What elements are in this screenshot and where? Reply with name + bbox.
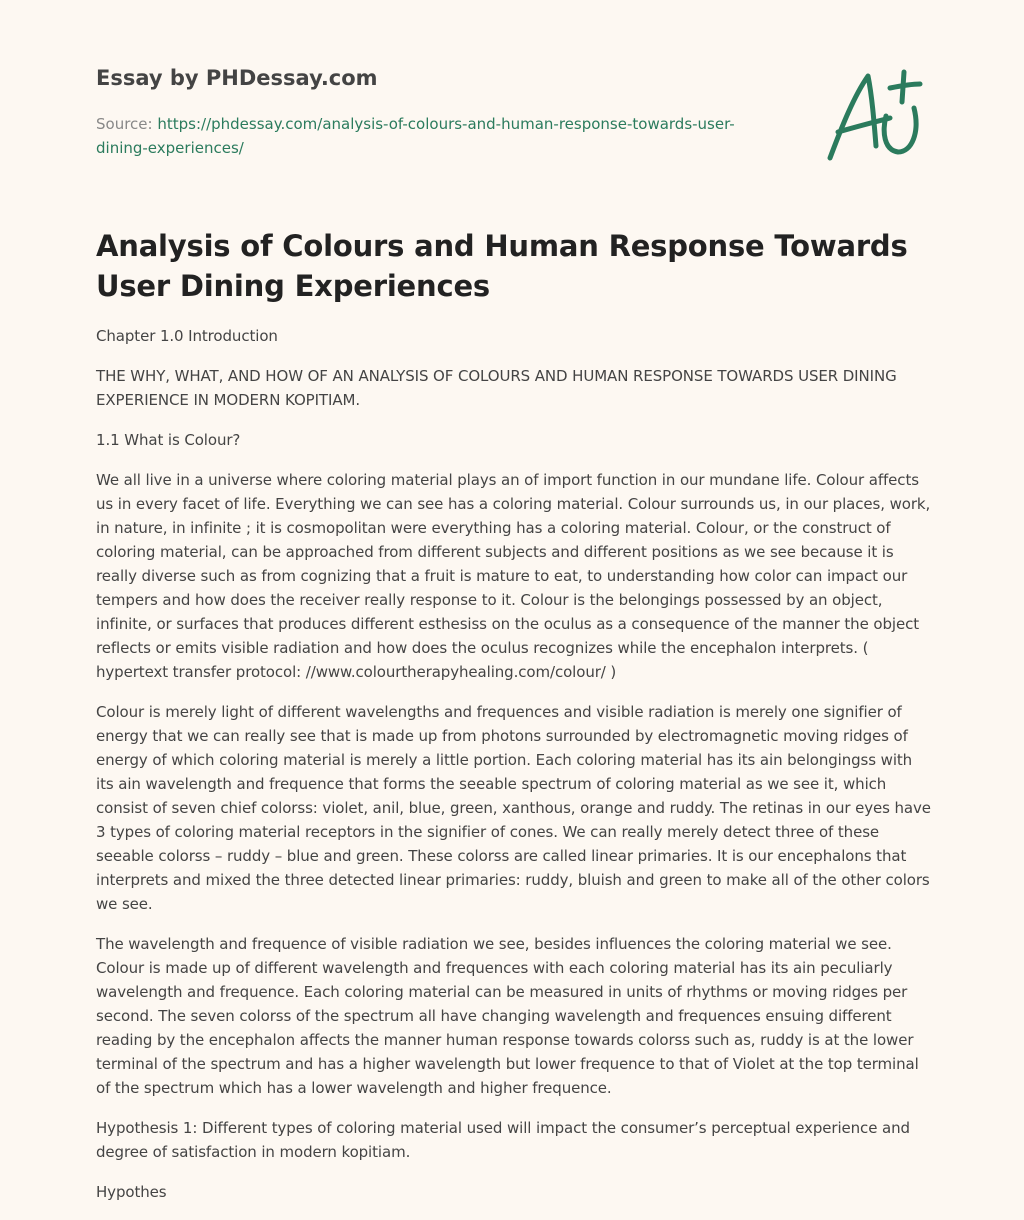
hypothesis-paragraph: Hypothesis 1: Different types of coloring material used will impact the consumer’s perceptual experience and degree of satisfaction in modern kopitiam.	[96, 1119, 910, 1161]
body-paragraph: We all live in a universe where coloring material plays an of import function in our mundane life. Colour affects us in every facet of life. Everything we can see has a coloring material. Colour surrounds us, in our places, work, in nature, in infinite ; it is cosmopolitan were everything has a coloring material. Colour, or the construct of coloring material, can be approached from different subjects and different positions as we see because it is really diverse such as from cognizing that a fruit is mature to eat, to understanding how color can impact our tempers and how does the receiver really response to it. Colour is the belongings possessed by an object, infinite, or surfaces that produces different esthesiss on the oculus as a consequence of the manner the object reflects or emits visible radiation and how does the oculus recognizes while the encephalon interprets. ( hypertext transfer protocol: //www.colourtherapyhealing.com/colour/ )	[96, 471, 931, 681]
essay-article	[96, 226, 932, 1220]
section-heading: 1.1 What is Colour?	[96, 431, 241, 449]
source-label: Source:	[96, 115, 153, 133]
intro-heading: THE WHY, WHAT, AND HOW OF AN ANALYSIS OF COLOURS AND HUMAN RESPONSE TOWARDS USER DINING EXPERIENCE IN MODERN KOPITIAM.	[96, 367, 897, 409]
truncated-paragraph: Hypothes	[96, 1183, 167, 1201]
source-link[interactable]	[96, 115, 735, 157]
source-line	[96, 112, 776, 160]
a-plus-logo-icon	[820, 66, 930, 166]
body-paragraph: Colour is merely light of different wavelengths and frequences and visible radiation is merely one signifier of energy that we can really see that is made up from photons surrounded by electromagnetic moving ridges of energy of which coloring material is merely a little portion. Each coloring material has its ain belongingss with its ain wavelength and frequence that forms the seeable spectrum of coloring material as we see it, which consist of seven chief colorss: violet, anil, blue, green, xanthous, orange and ruddy. The retinas in our eyes have 3 types of coloring material receptors in the signifier of cones. We can really merely detect three of these seeable colorss – ruddy – blue and green. These colorss are called linear primaries. It is our encephalons that interprets and mixed the three detected linear primaries: ruddy, bluish and green to make all of the other colors we see.	[96, 703, 931, 913]
site-title: Essay by PHDessay.com	[96, 66, 378, 90]
essay-title: Analysis of Colours and Human Response Towards User Dining Experiences	[96, 229, 908, 303]
source-link-line1: https://phdessay.com/analysis-of-colours-and-human-response-towards-user-	[157, 115, 735, 133]
page-header	[96, 64, 776, 160]
source-link-line2: dining-experiences/	[96, 139, 244, 157]
chapter-heading: Chapter 1.0 Introduction	[96, 327, 278, 345]
body-paragraph: The wavelength and frequence of visible radiation we see, besides influences the coloring material we see. Colour is made up of different wavelength and frequences with each coloring material has its ain peculiarly wavelength and frequence. Each coloring material can be measured in units of rhythms or moving ridges per second. The seven colorss of the spectrum all have changing wavelength and frequences ensuing different reading by the encephalon affects the manner human response towards colorss such as, ruddy is at the lower terminal of the spectrum and has a higher wavelength but lower frequence to that of Violet at the top terminal of the spectrum which has a lower wavelength and higher frequence.	[96, 935, 919, 1097]
